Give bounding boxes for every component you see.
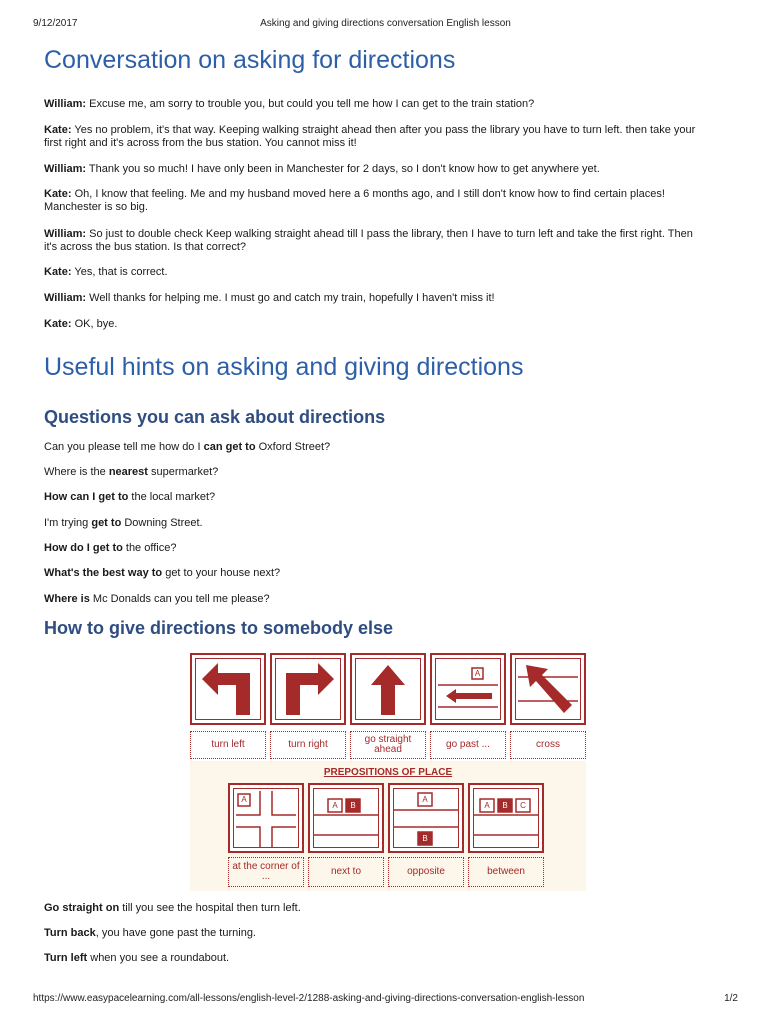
question-line: How do I get to the office? bbox=[44, 542, 177, 554]
prepositions-title: PREPOSITIONS OF PLACE bbox=[323, 767, 453, 778]
question-line: Can you please tell me how do I can get to Oxford Street? bbox=[44, 441, 331, 453]
opposite-tile bbox=[388, 783, 464, 853]
speaker-name: William: bbox=[44, 98, 87, 110]
between-diagram-icon bbox=[470, 785, 542, 851]
subheading-give-directions: How to give directions to somebody else bbox=[44, 618, 394, 638]
go-straight-tile bbox=[350, 653, 426, 725]
label-go-straight: go straight ahead bbox=[350, 731, 426, 759]
letter-b-box: B bbox=[422, 834, 428, 843]
question-line: How can I get to the local market? bbox=[44, 491, 216, 503]
instruction-line: Go straight on till you see the hospital then turn left. bbox=[44, 902, 301, 914]
label-next-to: next to bbox=[308, 857, 384, 887]
letter-b-box: B bbox=[502, 801, 508, 810]
dialogue-line-continued: it's across the bus station. Is that correct? bbox=[44, 241, 247, 253]
page-number: 1/2 bbox=[724, 993, 738, 1004]
corner-tile bbox=[228, 783, 304, 853]
print-header bbox=[33, 18, 738, 32]
section-title-useful-hints: Useful hints on asking and giving directions bbox=[44, 353, 524, 381]
page-url[interactable]: https://www.easypacelearning.com/all-lessons/english-level-2/1288-asking-and-giving-directions-conversation-english-lesson bbox=[33, 993, 585, 1004]
letter-a-box: A bbox=[474, 669, 481, 678]
letter-b-box: B bbox=[350, 801, 356, 810]
speaker-name: Kate: bbox=[44, 318, 72, 330]
straight-arrow-icon bbox=[352, 655, 424, 723]
letter-a-box: A bbox=[332, 801, 338, 810]
speaker-name: Kate: bbox=[44, 188, 72, 200]
dialogue-line-continued: first right and it's across from the bus station. You cannot miss it! bbox=[44, 137, 357, 149]
label-corner-of: at the corner of ... bbox=[228, 857, 304, 887]
dialogue-line: Kate: Oh, I know that feeling. Me and my husband moved here a 6 months ago, and I still don't know how to find certain places! bbox=[44, 188, 665, 200]
cross-arrow-icon bbox=[512, 655, 584, 723]
letter-a-box: A bbox=[241, 795, 247, 804]
label-go-past: go past ... bbox=[430, 731, 506, 759]
subheading-questions: Questions you can ask about directions bbox=[44, 407, 386, 427]
dialogue-line: William: Excuse me, am sorry to trouble you, but could you tell me how I can get to the train station? bbox=[44, 98, 535, 110]
next-to-tile bbox=[308, 783, 384, 853]
label-turn-left: turn left bbox=[190, 731, 266, 759]
cross-tile bbox=[510, 653, 586, 725]
question-line: Where is Mc Donalds can you tell me please? bbox=[44, 593, 270, 605]
turn-right-arrow-icon bbox=[272, 655, 344, 723]
label-opposite: opposite bbox=[388, 857, 464, 887]
go-past-tile bbox=[430, 653, 506, 725]
dialogue-line-continued: Manchester is so big. bbox=[44, 201, 148, 213]
label-between: between bbox=[468, 857, 544, 887]
letter-a-box: A bbox=[484, 801, 490, 810]
dialogue-line: Kate: Yes no problem, it's that way. Keeping walking straight ahead then after you pass the library you have to turn left. then take your bbox=[44, 124, 696, 136]
speaker-name: Kate: bbox=[44, 124, 72, 136]
label-turn-right: turn right bbox=[270, 731, 346, 759]
turn-left-tile bbox=[190, 653, 266, 725]
print-date: 9/12/2017 bbox=[33, 18, 78, 29]
between-tile bbox=[468, 783, 544, 853]
turn-right-tile bbox=[270, 653, 346, 725]
print-footer bbox=[33, 993, 738, 1007]
question-line: I'm trying get to Downing Street. bbox=[44, 517, 203, 529]
section-title-conversation: Conversation on asking for directions bbox=[44, 46, 456, 74]
instruction-line: Turn back, you have gone past the turning. bbox=[44, 927, 256, 939]
question-line: Where is the nearest supermarket? bbox=[44, 466, 219, 478]
label-cross: cross bbox=[510, 731, 586, 759]
print-title: Asking and giving directions conversation English lesson bbox=[260, 18, 511, 29]
next-to-diagram-icon bbox=[310, 785, 382, 851]
go-past-arrow-icon bbox=[432, 655, 504, 723]
dialogue-line: Kate: Yes, that is correct. bbox=[44, 266, 168, 278]
speaker-name: William: bbox=[44, 228, 87, 240]
dialogue-line: William: So just to double check Keep walking straight ahead till I pass the library, then I have to turn left and take the first right. Then bbox=[44, 228, 693, 240]
speaker-name: William: bbox=[44, 292, 87, 304]
dialogue-line: William: Thank you so much! I have only been in Manchester for 2 days, so I don't know how to get anywhere yet. bbox=[44, 163, 600, 175]
letter-a-box: A bbox=[422, 795, 428, 804]
letter-c-box: C bbox=[520, 801, 526, 810]
turn-left-arrow-icon bbox=[192, 655, 264, 723]
dialogue-line: William: Well thanks for helping me. I must go and catch my train, hopefully I haven't miss it! bbox=[44, 292, 495, 304]
question-line: What's the best way to get to your house next? bbox=[44, 567, 281, 579]
instruction-line: Turn left when you see a roundabout. bbox=[44, 952, 230, 964]
speaker-name: Kate: bbox=[44, 266, 72, 278]
dialogue-line: Kate: OK, bye. bbox=[44, 318, 118, 330]
speaker-name: William: bbox=[44, 163, 87, 175]
